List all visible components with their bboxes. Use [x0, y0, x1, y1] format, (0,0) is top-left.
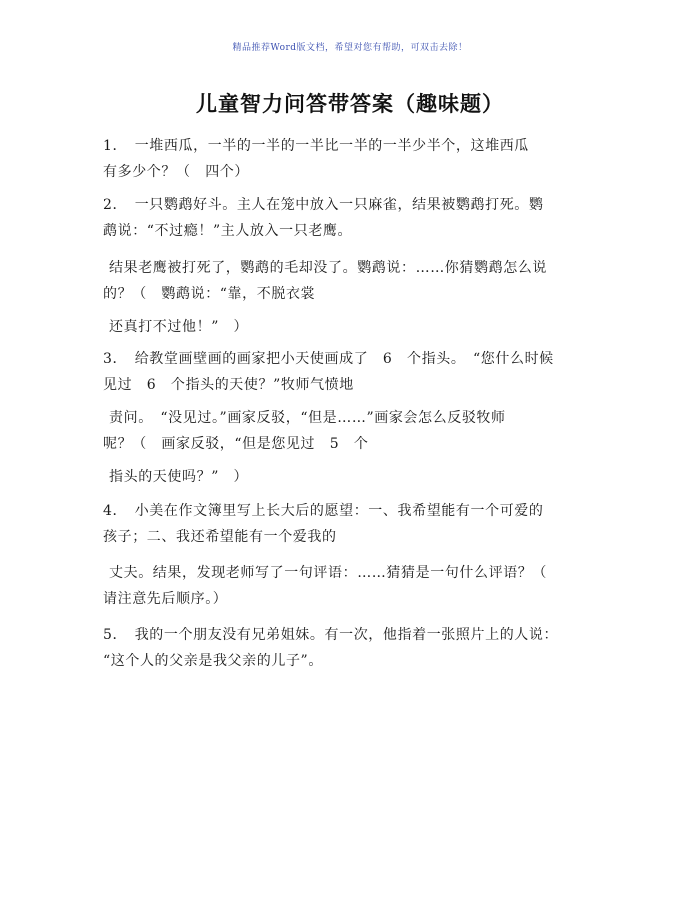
header-note: 精品推荐Word版文档，希望对您有帮助，可双击去除！	[232, 43, 468, 53]
body-line: 孩子；二、我还希望能有一个爱我的	[103, 529, 337, 545]
body-line: 1． 一堆西瓜，一半的一半的一半比一半的一半少半个，这堆西瓜	[103, 138, 529, 154]
body-line: 请注意先后顺序。）	[103, 591, 228, 607]
body-line: 3． 给教堂画壁画的画家把小天使画成了 6 个指头。 “您什么时候	[103, 351, 554, 367]
body-line: 还真打不过他！” ）	[109, 319, 249, 335]
body-line: 5． 我的一个朋友没有兄弟姐妹。有一次，他指着一张照片上的人说：	[103, 627, 559, 643]
body-line: 的？（ 鹦鹉说：“靠，不脱衣裳	[103, 286, 316, 302]
body-line: 4． 小美在作文簿里写上长大后的愿望：一、我希望能有一个可爱的	[103, 503, 544, 519]
body-line: 鹉说：“不过瘾！”主人放入一只老鹰。	[103, 223, 353, 239]
body-line: 见过 6 个指头的天使？”牧师气愤地	[103, 377, 354, 393]
body-line: 有多少个？（ 四个）	[103, 164, 249, 180]
body-line: 结果老鹰被打死了，鹦鹉的毛却没了。鹦鹉说：……你猜鹦鹉怎么说	[109, 260, 547, 276]
body-line: 丈夫。结果，发现老师写了一句评语：……猜猜是一句什么评语？（	[109, 565, 547, 581]
body-line: 呢？（ 画家反驳，“但是您见过 5 个	[103, 436, 369, 452]
body-line: “这个人的父亲是我父亲的儿子”。	[103, 653, 323, 669]
document-title: 儿童智力问答带答案（趣味题）	[196, 92, 504, 116]
body-line: 2． 一只鹦鹉好斗。主人在笼中放入一只麻雀，结果被鹦鹉打死。鹦	[103, 197, 544, 213]
body-line: 指头的天使吗？” ）	[109, 469, 249, 485]
body-line: 责问。 “没见过。”画家反驳，“但是……”画家会怎么反驳牧师	[109, 410, 506, 426]
